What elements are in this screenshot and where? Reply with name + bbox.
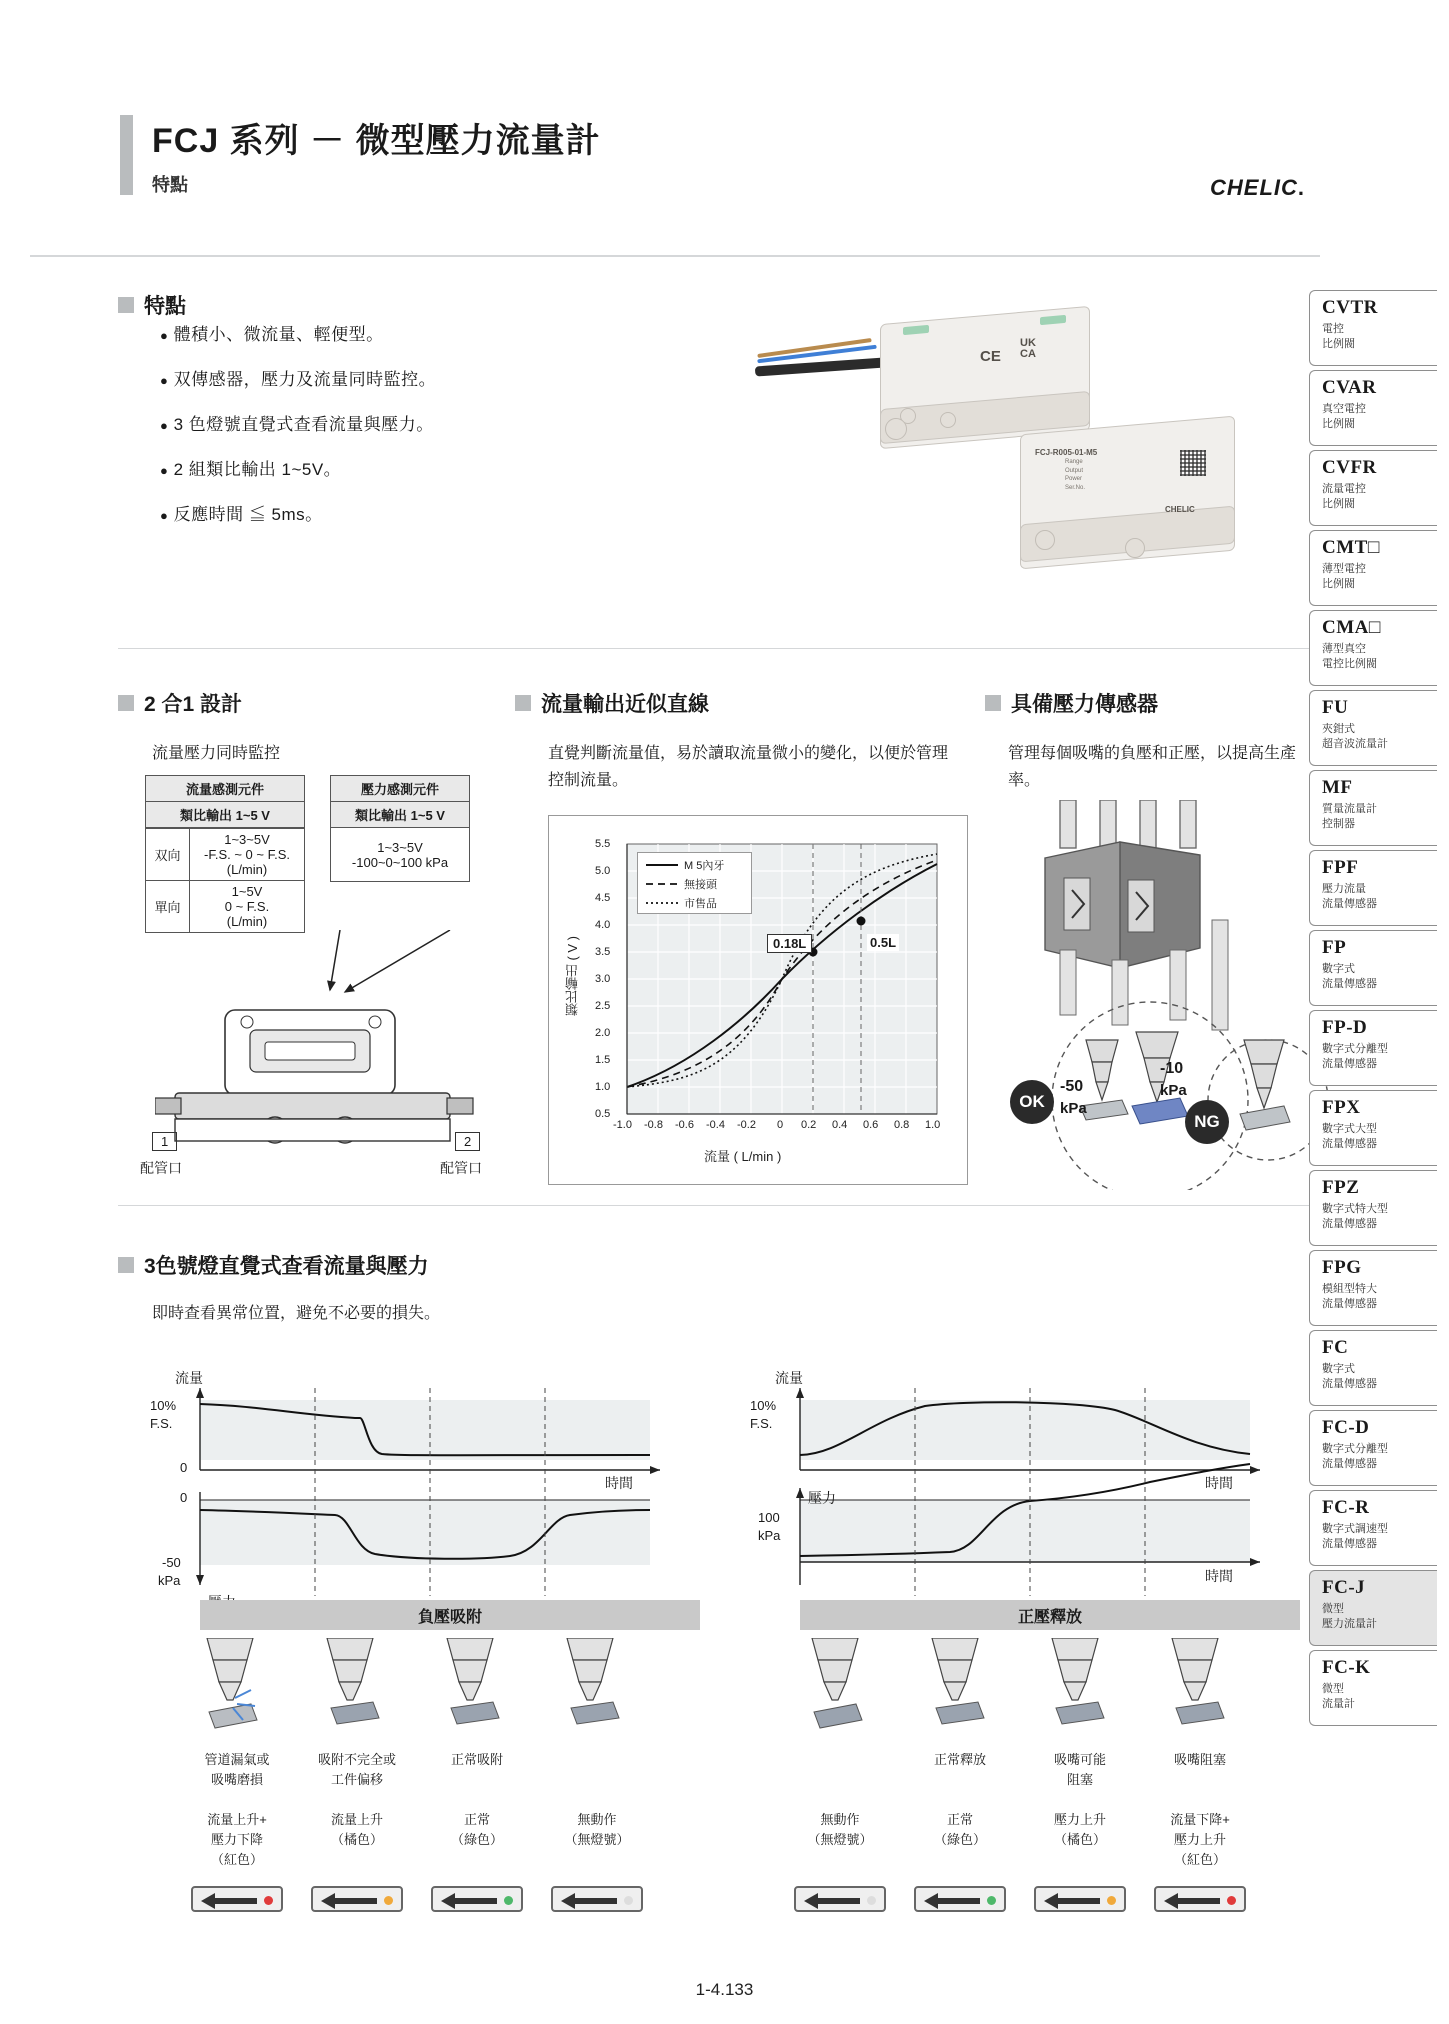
flow-output-chart bbox=[548, 815, 968, 1185]
tab-cvtr[interactable] bbox=[1309, 290, 1437, 366]
tab-desc: 微型 壓力流量計 bbox=[1322, 1603, 1377, 1630]
two-in-one-heading bbox=[118, 688, 242, 718]
tab-desc: 數字式特大型 流量傳感器 bbox=[1322, 1203, 1388, 1230]
chart-xtick-2: -0.6 bbox=[675, 1119, 694, 1131]
tab-fp[interactable] bbox=[1309, 930, 1437, 1006]
chart-xtick-3: -0.4 bbox=[706, 1119, 725, 1131]
left-y-press-zero: 0 bbox=[180, 1490, 188, 1505]
ok-unit: kPa bbox=[1060, 1100, 1087, 1117]
chart-ytick-2: 4.5 bbox=[595, 892, 611, 904]
chart-xtick-0: -1.0 bbox=[613, 1119, 632, 1131]
chart-ytick-1: 5.0 bbox=[595, 865, 611, 877]
tab-fp-d[interactable] bbox=[1309, 1010, 1437, 1086]
feature-text-5: 反應時間 ≦ 5ms。 bbox=[173, 505, 323, 524]
tab-code: CMT□ bbox=[1322, 537, 1380, 558]
left-state-name-1: 管道漏氣或 吸嘴磨損 bbox=[204, 1752, 270, 1788]
left-state-name-2: 吸附不完全或 工件偏移 bbox=[317, 1752, 396, 1788]
indicator-lamp-red bbox=[1154, 1886, 1246, 1912]
ce-mark-icon: CE bbox=[980, 348, 1001, 365]
feature-item-3 bbox=[160, 410, 436, 435]
three-color-title: 3色號燈直覺式查看流量與壓力 bbox=[144, 1255, 429, 1278]
tab-code: CMA□ bbox=[1322, 617, 1381, 638]
brand-name: CHELIC bbox=[1210, 175, 1298, 200]
right-state-name-1: 正常釋放 bbox=[933, 1752, 986, 1767]
left-state-result-3: 正常 （綠色） bbox=[450, 1812, 503, 1848]
tab-desc: 數字式大型 流量傳感器 bbox=[1322, 1123, 1377, 1150]
tab-fpf[interactable] bbox=[1309, 850, 1437, 926]
manifold-illustration bbox=[1000, 800, 1330, 1190]
lamp-led-icon bbox=[504, 1896, 513, 1905]
tab-cma[interactable] bbox=[1309, 610, 1437, 686]
lamp-led-icon bbox=[867, 1896, 876, 1905]
section-divider-1 bbox=[118, 648, 1318, 649]
tab-code: FPZ bbox=[1322, 1177, 1360, 1198]
tab-code: FC-R bbox=[1322, 1497, 1370, 1518]
model-label: FCJ-R005-01-M5 bbox=[1035, 448, 1098, 457]
chart-xtick-5: 0 bbox=[777, 1119, 784, 1131]
pressure-table-header: 壓力感測元件 bbox=[331, 776, 470, 802]
product-photo bbox=[735, 300, 1265, 590]
two-in-one-title: 2 合1 設計 bbox=[144, 693, 243, 716]
bullet-icon: ● bbox=[160, 373, 169, 388]
chart-xtick-4: -0.2 bbox=[737, 1119, 756, 1131]
linear-output-desc: 直覺判斷流量值，易於讀取流量微小的變化，以便於管理控制流量。 bbox=[548, 745, 949, 790]
pressure-table-values: 1~3~5V -100~0~100 kPa bbox=[331, 828, 470, 882]
bullet-icon: ● bbox=[160, 463, 169, 478]
lamp-led-icon bbox=[264, 1896, 273, 1905]
page-title: FCJ 系列 － 微型壓力流量計 bbox=[152, 122, 601, 160]
heading-marker-icon bbox=[515, 695, 531, 711]
tab-fc-d[interactable] bbox=[1309, 1410, 1437, 1486]
chart-xtick-6: 0.2 bbox=[801, 1119, 817, 1131]
right-state-name-2: 吸嘴可能 阻塞 bbox=[1053, 1752, 1106, 1788]
chart-legend bbox=[637, 852, 752, 914]
chart-xtick-1: -0.8 bbox=[644, 1119, 663, 1131]
tab-fc[interactable] bbox=[1309, 1330, 1437, 1406]
right-pressure-label: 壓力 bbox=[808, 1490, 836, 1506]
bullet-icon: ● bbox=[160, 328, 169, 343]
header-accent-bar bbox=[120, 115, 133, 195]
brand-logo bbox=[1210, 175, 1305, 201]
right-flow-label: 流量 bbox=[775, 1370, 803, 1386]
tab-code: MF bbox=[1322, 777, 1353, 798]
pressure-sensor-desc: 管理每個吸嘴的負壓和正壓，以提高生產率。 bbox=[1008, 745, 1297, 790]
tab-code: FC-J bbox=[1322, 1577, 1366, 1598]
positive-pressure-band: 正壓釋放 bbox=[800, 1600, 1300, 1630]
chart-annotation-2: 0.5L bbox=[867, 934, 899, 951]
device-brand-label: CHELIC bbox=[1165, 505, 1195, 514]
tab-fc-r[interactable] bbox=[1309, 1490, 1437, 1566]
heading-marker-icon bbox=[118, 297, 134, 313]
tab-code: FC-K bbox=[1322, 1657, 1371, 1678]
left-state-result-2: 流量上升 （橘色） bbox=[330, 1812, 383, 1848]
tab-fc-j[interactable] bbox=[1309, 1570, 1437, 1646]
flow-row-values-1: 1~3~5V -F.S. ~ 0 ~ F.S. (L/min) bbox=[190, 829, 305, 881]
heading-marker-icon bbox=[118, 695, 134, 711]
indicator-lamp-green bbox=[914, 1886, 1006, 1912]
three-color-heading bbox=[118, 1250, 429, 1280]
right-time-label-2: 時間 bbox=[1205, 1568, 1233, 1584]
flow-table-header: 流量感測元件 bbox=[146, 776, 305, 802]
right-y-press-val: 100 bbox=[758, 1510, 780, 1525]
tab-mf[interactable] bbox=[1309, 770, 1437, 846]
features-heading-label: 特點 bbox=[144, 295, 186, 318]
left-y-flow-top2: F.S. bbox=[150, 1416, 173, 1431]
tab-cmt[interactable] bbox=[1309, 530, 1437, 606]
linear-output-title: 流量輸出近似直線 bbox=[541, 693, 709, 716]
chart-xtick-10: 1.0 bbox=[925, 1119, 941, 1131]
pressure-sensor-title: 具備壓力傳感器 bbox=[1011, 693, 1158, 716]
left-state-name-3: 正常吸附 bbox=[450, 1752, 503, 1767]
feature-text-2: 双傳感器，壓力及流量同時監控。 bbox=[173, 370, 437, 389]
left-time-label: 時間 bbox=[605, 1475, 633, 1491]
lamp-bar-icon bbox=[936, 1898, 980, 1904]
right-state-result-1: 無動作 （無燈號） bbox=[807, 1812, 873, 1848]
flow-table-subheader: 類比輸出 1~5 V bbox=[146, 802, 305, 828]
chart-ytick-4: 3.5 bbox=[595, 946, 611, 958]
right-state-result-3: 壓力上升 （橘色） bbox=[1053, 1812, 1106, 1848]
right-y-flow-top: 10% bbox=[750, 1398, 777, 1413]
negative-pressure-band: 負壓吸附 bbox=[200, 1600, 700, 1630]
port-label-1: 配管口 bbox=[140, 1160, 182, 1176]
section-divider-2 bbox=[118, 1205, 1318, 1206]
lamp-led-icon bbox=[624, 1896, 633, 1905]
right-time-label-1: 時間 bbox=[1205, 1475, 1233, 1491]
lamp-bar-icon bbox=[213, 1898, 257, 1904]
negative-pressure-chart bbox=[150, 1370, 710, 1620]
tab-desc: 電控 比例閥 bbox=[1322, 323, 1355, 350]
indicator-lamp-green bbox=[431, 1886, 523, 1912]
ok-badge: OK bbox=[1010, 1080, 1054, 1124]
right-nozzle-row bbox=[800, 1638, 1320, 1748]
tab-fpx[interactable] bbox=[1309, 1090, 1437, 1166]
left-chart-svg bbox=[150, 1370, 710, 1620]
port-badge-2: 2 bbox=[455, 1132, 480, 1151]
tab-cvar[interactable] bbox=[1309, 370, 1437, 446]
tab-fc-k[interactable] bbox=[1309, 1650, 1437, 1726]
chart-ytick-0: 5.5 bbox=[595, 838, 611, 850]
flow-row-values-2: 1~5V 0 ~ F.S. (L/min) bbox=[190, 881, 305, 933]
tab-desc: 模組型特大 流量傳感器 bbox=[1322, 1283, 1377, 1310]
two-in-one-desc: 流量壓力同時監控 bbox=[152, 745, 281, 762]
tab-code: FPX bbox=[1322, 1097, 1361, 1118]
feature-item-2 bbox=[160, 365, 436, 390]
chart-xtick-7: 0.4 bbox=[832, 1119, 848, 1131]
legend-label-1: M 5內牙 bbox=[684, 860, 725, 872]
feature-item-4 bbox=[160, 455, 436, 480]
tab-code: CVAR bbox=[1322, 377, 1377, 398]
tab-desc: 真空電控 比例閥 bbox=[1322, 403, 1366, 430]
chart-ytick-6: 2.5 bbox=[595, 1000, 611, 1012]
chart-annotation-1: 0.18L bbox=[767, 934, 812, 953]
right-state-name-3: 吸嘴阻塞 bbox=[1173, 1752, 1226, 1767]
tab-fpz[interactable] bbox=[1309, 1170, 1437, 1246]
tab-desc: 微型 流量計 bbox=[1322, 1683, 1355, 1710]
feature-text-3: 3 色燈號直覺式查看流量與壓力。 bbox=[173, 415, 434, 434]
tab-fu[interactable] bbox=[1309, 690, 1437, 766]
spec-label-text: Range Output Power Ser.No. bbox=[1065, 459, 1086, 492]
feature-text-4: 2 組類比輸出 1~5V。 bbox=[173, 460, 342, 479]
tab-desc: 數字式分離型 流量傳感器 bbox=[1322, 1043, 1388, 1070]
indicator-lamp-off bbox=[551, 1886, 643, 1912]
tab-fpg[interactable] bbox=[1309, 1250, 1437, 1326]
right-state-result-4: 流量下降+ 壓力上升 （紅色） bbox=[1170, 1812, 1230, 1868]
chart-ytick-5: 3.0 bbox=[595, 973, 611, 985]
lamp-bar-icon bbox=[816, 1898, 860, 1904]
ukca-mark-icon: UK CA bbox=[1020, 337, 1036, 360]
flow-row-label-2: 單向 bbox=[146, 881, 190, 933]
feature-item-5 bbox=[160, 500, 436, 525]
lamp-bar-icon bbox=[453, 1898, 497, 1904]
heading-marker-icon bbox=[118, 1257, 134, 1273]
tab-code: CVTR bbox=[1322, 297, 1378, 318]
right-y-press-unit: kPa bbox=[758, 1528, 781, 1543]
lamp-bar-icon bbox=[1176, 1898, 1220, 1904]
lamp-led-icon bbox=[384, 1896, 393, 1905]
three-color-desc: 即時查看異常位置，避免不必要的損失。 bbox=[152, 1305, 441, 1322]
ng-unit: kPa bbox=[1160, 1082, 1187, 1099]
chart-ytick-9: 1.0 bbox=[595, 1081, 611, 1093]
ng-badge: NG bbox=[1185, 1100, 1229, 1144]
qr-code-icon bbox=[1180, 450, 1206, 476]
tab-code: FPG bbox=[1322, 1257, 1362, 1278]
bullet-icon: ● bbox=[160, 418, 169, 433]
tab-desc: 質量流量計 控制器 bbox=[1322, 803, 1377, 830]
chart-ytick-10: 0.5 bbox=[595, 1108, 611, 1120]
tab-cvfr[interactable] bbox=[1309, 450, 1437, 526]
left-state-result-4: 無動作 （無燈號） bbox=[564, 1812, 630, 1848]
tab-desc: 夾鉗式 超音波流量計 bbox=[1322, 723, 1388, 750]
chart-xtick-8: 0.6 bbox=[863, 1119, 879, 1131]
side-index-tabs bbox=[1309, 290, 1437, 1730]
chart-ylabel: 類比輸出 ( V ) bbox=[565, 936, 580, 1017]
flow-sensor-values bbox=[145, 828, 305, 933]
left-y-flow-top: 10% bbox=[150, 1398, 177, 1413]
lamp-bar-icon bbox=[573, 1898, 617, 1904]
lamp-bar-icon bbox=[1056, 1898, 1100, 1904]
tab-desc: 流量電控 比例閥 bbox=[1322, 483, 1366, 510]
tab-desc: 數字式調速型 流量傳感器 bbox=[1322, 1523, 1388, 1550]
flow-row-label-1: 双向 bbox=[146, 829, 190, 881]
linear-output-heading bbox=[515, 688, 709, 718]
chart-ytick-3: 4.0 bbox=[595, 919, 611, 931]
tab-code: FC bbox=[1322, 1337, 1349, 1358]
left-flow-label: 流量 bbox=[175, 1370, 203, 1386]
left-state-result-1: 流量上升+ 壓力下降 （紅色） bbox=[207, 1812, 267, 1868]
lamp-led-icon bbox=[987, 1896, 996, 1905]
pressure-sensor-heading bbox=[985, 688, 1158, 718]
tab-desc: 數字式分離型 流量傳感器 bbox=[1322, 1443, 1388, 1470]
port-label-2: 配管口 bbox=[440, 1160, 482, 1176]
lamp-bar-icon bbox=[333, 1898, 377, 1904]
device-port bbox=[1035, 530, 1055, 550]
indicator-lamp-off bbox=[794, 1886, 886, 1912]
brand-dot: . bbox=[1297, 175, 1306, 200]
tab-desc: 數字式 流量傳感器 bbox=[1322, 1363, 1377, 1390]
bullet-icon: ● bbox=[160, 508, 169, 523]
lamp-led-icon bbox=[1227, 1896, 1236, 1905]
tab-code: FU bbox=[1322, 697, 1349, 718]
left-nozzle-row bbox=[195, 1638, 715, 1748]
features-list bbox=[160, 320, 436, 545]
right-y-flow-top2: F.S. bbox=[750, 1416, 773, 1431]
tab-code: FP bbox=[1322, 937, 1347, 958]
port-badge-1: 1 bbox=[152, 1132, 177, 1151]
tab-desc: 壓力流量 流量傳感器 bbox=[1322, 883, 1377, 910]
page-subtitle: 特點 bbox=[152, 175, 188, 195]
pressure-sensor-table bbox=[330, 775, 470, 882]
ok-value: -50 bbox=[1060, 1078, 1084, 1095]
legend-label-3: 市售品 bbox=[684, 898, 717, 910]
positive-pressure-chart bbox=[750, 1370, 1310, 1620]
right-state-result-2: 正常 （綠色） bbox=[933, 1812, 986, 1848]
device-port bbox=[1125, 538, 1145, 558]
header-divider bbox=[30, 255, 1320, 257]
heading-marker-icon bbox=[985, 695, 1001, 711]
lamp-led-icon bbox=[1107, 1896, 1116, 1905]
callout-arrows bbox=[140, 930, 480, 1000]
tab-code: FC-D bbox=[1322, 1417, 1370, 1438]
chart-xlabel: 流量 ( L/min ) bbox=[704, 1149, 782, 1164]
device-port bbox=[885, 418, 907, 440]
indicator-lamp-orange bbox=[1034, 1886, 1126, 1912]
tab-desc: 薄型電控 比例閥 bbox=[1322, 563, 1366, 590]
left-y-press-unit: kPa bbox=[158, 1573, 181, 1588]
indicator-lamp-orange bbox=[311, 1886, 403, 1912]
tab-code: FPF bbox=[1322, 857, 1359, 878]
feature-item-1 bbox=[160, 320, 436, 345]
left-y-flow-zero: 0 bbox=[180, 1460, 188, 1475]
chart-xtick-9: 0.8 bbox=[894, 1119, 910, 1131]
product-line-drawing bbox=[155, 1000, 495, 1160]
page-number: 1-4.133 bbox=[695, 1980, 754, 1999]
pressure-table-subheader: 類比輸出 1~5 V bbox=[331, 802, 470, 828]
tab-desc: 薄型真空 電控比例閥 bbox=[1322, 643, 1377, 670]
tab-desc: 數字式 流量傳感器 bbox=[1322, 963, 1377, 990]
flow-sensor-table bbox=[145, 775, 305, 828]
indicator-lamp-red bbox=[191, 1886, 283, 1912]
chart-ytick-8: 1.5 bbox=[595, 1054, 611, 1066]
feature-text-1: 體積小、微流量、輕便型。 bbox=[173, 325, 384, 344]
left-y-press-min: -50 bbox=[162, 1555, 181, 1570]
features-heading bbox=[118, 290, 186, 320]
device-port bbox=[940, 412, 956, 428]
legend-label-2: 無接頭 bbox=[684, 879, 717, 891]
tab-code: CVFR bbox=[1322, 457, 1377, 478]
ng-value: -10 bbox=[1160, 1060, 1184, 1077]
chart-ytick-7: 2.0 bbox=[595, 1027, 611, 1039]
tab-code: FP-D bbox=[1322, 1017, 1368, 1038]
